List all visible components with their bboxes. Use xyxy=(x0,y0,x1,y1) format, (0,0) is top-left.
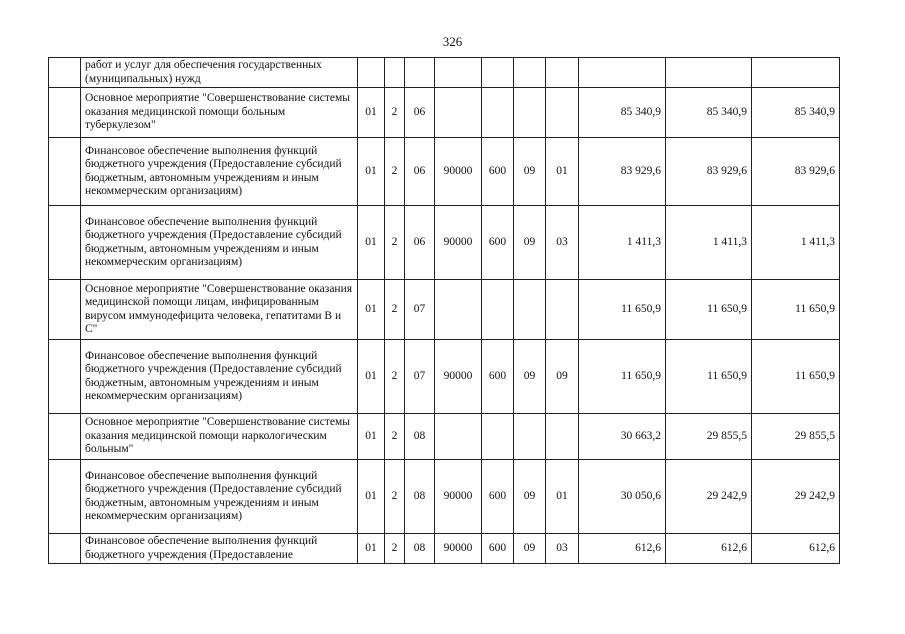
code-cell-c6 xyxy=(514,58,546,88)
code-cell-c1: 01 xyxy=(358,414,385,460)
code-cell-c5 xyxy=(482,414,514,460)
code-cell-c4 xyxy=(435,414,482,460)
amount-cell-a3: 612,6 xyxy=(752,534,840,564)
row-number-cell xyxy=(49,340,81,414)
code-cell-c2: 2 xyxy=(385,138,405,206)
amount-cell-a1: 83 929,6 xyxy=(579,138,666,206)
amount-cell-a3: 11 650,9 xyxy=(752,280,840,340)
code-cell-c6: 09 xyxy=(514,206,546,280)
amount-cell-a1 xyxy=(579,58,666,88)
code-cell-c1: 01 xyxy=(358,460,385,534)
code-cell-c5 xyxy=(482,88,514,138)
code-cell-c3: 08 xyxy=(405,534,435,564)
table-row xyxy=(49,138,840,206)
table-row xyxy=(49,280,840,340)
code-cell-c2: 2 xyxy=(385,206,405,280)
code-cell-c7: 01 xyxy=(546,460,579,534)
description-cell: Основное мероприятие "Совершенствование оказания медицинской помощи лицам, инфицированным вирусом иммунодефицита человека, гепатитами В и С" xyxy=(81,280,358,340)
code-cell-c3: 07 xyxy=(405,340,435,414)
code-cell-c1: 01 xyxy=(358,138,385,206)
code-cell-c6: 09 xyxy=(514,138,546,206)
row-number-cell xyxy=(49,138,81,206)
amount-cell-a3: 1 411,3 xyxy=(752,206,840,280)
table-body xyxy=(49,58,840,564)
code-cell-c6: 09 xyxy=(514,340,546,414)
code-cell-c2: 2 xyxy=(385,88,405,138)
code-cell-c7: 01 xyxy=(546,138,579,206)
amount-cell-a2: 11 650,9 xyxy=(666,340,752,414)
amount-cell-a3: 83 929,6 xyxy=(752,138,840,206)
code-cell-c4: 90000 xyxy=(435,138,482,206)
code-cell-c7 xyxy=(546,414,579,460)
table-row xyxy=(49,58,840,88)
amount-cell-a2: 85 340,9 xyxy=(666,88,752,138)
amount-cell-a1: 11 650,9 xyxy=(579,280,666,340)
code-cell-c3: 06 xyxy=(405,138,435,206)
code-cell-c1 xyxy=(358,58,385,88)
code-cell-c2: 2 xyxy=(385,340,405,414)
code-cell-c4 xyxy=(435,280,482,340)
code-cell-c5: 600 xyxy=(482,340,514,414)
code-cell-c7: 09 xyxy=(546,340,579,414)
code-cell-c2: 2 xyxy=(385,534,405,564)
code-cell-c6 xyxy=(514,88,546,138)
code-cell-c6 xyxy=(514,414,546,460)
code-cell-c3: 08 xyxy=(405,460,435,534)
row-number-cell xyxy=(49,58,81,88)
code-cell-c3: 06 xyxy=(405,206,435,280)
code-cell-c4 xyxy=(435,58,482,88)
amount-cell-a2: 11 650,9 xyxy=(666,280,752,340)
budget-table xyxy=(48,57,840,564)
description-cell: Финансовое обеспечение выполнения функций бюджетного учреждения (Предоставление субсидий бюджетным, автономным учреждениям и иным некоммерческим организациям) xyxy=(81,138,358,206)
amount-cell-a1: 30 663,2 xyxy=(579,414,666,460)
row-number-cell xyxy=(49,460,81,534)
code-cell-c4: 90000 xyxy=(435,206,482,280)
amount-cell-a2: 29 855,5 xyxy=(666,414,752,460)
code-cell-c3 xyxy=(405,58,435,88)
code-cell-c7 xyxy=(546,58,579,88)
code-cell-c5: 600 xyxy=(482,534,514,564)
amount-cell-a3 xyxy=(752,58,840,88)
row-number-cell xyxy=(49,206,81,280)
page-number: 326 xyxy=(442,34,463,49)
code-cell-c6: 09 xyxy=(514,460,546,534)
amount-cell-a2: 83 929,6 xyxy=(666,138,752,206)
description-cell: Основное мероприятие "Совершенствование системы оказания медицинской помощи больным туберкулезом" xyxy=(81,88,358,138)
description-cell: Основное мероприятие "Совершенствование системы оказания медицинской помощи наркологическим больным" xyxy=(81,414,358,460)
code-cell-c6: 09 xyxy=(514,534,546,564)
amount-cell-a2: 29 242,9 xyxy=(666,460,752,534)
code-cell-c7 xyxy=(546,280,579,340)
code-cell-c2: 2 xyxy=(385,280,405,340)
row-number-cell xyxy=(49,534,81,564)
description-cell: Финансовое обеспечение выполнения функций бюджетного учреждения (Предоставление xyxy=(81,534,358,564)
table-row xyxy=(49,534,840,564)
row-number-cell xyxy=(49,280,81,340)
table-row xyxy=(49,206,840,280)
description-cell: Финансовое обеспечение выполнения функций бюджетного учреждения (Предоставление субсидий бюджетным, автономным учреждениям и иным некоммерческим организациям) xyxy=(81,206,358,280)
code-cell-c5: 600 xyxy=(482,460,514,534)
code-cell-c2: 2 xyxy=(385,460,405,534)
description-cell: Финансовое обеспечение выполнения функций бюджетного учреждения (Предоставление субсидий бюджетным, автономным учреждениям и иным некоммерческим организациям) xyxy=(81,340,358,414)
code-cell-c7: 03 xyxy=(546,206,579,280)
code-cell-c5: 600 xyxy=(482,138,514,206)
code-cell-c4: 90000 xyxy=(435,534,482,564)
description-cell: работ и услуг для обеспечения государственных (муниципальных) нужд xyxy=(81,58,358,88)
amount-cell-a3: 85 340,9 xyxy=(752,88,840,138)
amount-cell-a1: 30 050,6 xyxy=(579,460,666,534)
code-cell-c1: 01 xyxy=(358,340,385,414)
code-cell-c1: 01 xyxy=(358,88,385,138)
code-cell-c5: 600 xyxy=(482,206,514,280)
code-cell-c2 xyxy=(385,58,405,88)
code-cell-c3: 07 xyxy=(405,280,435,340)
code-cell-c6 xyxy=(514,280,546,340)
code-cell-c4: 90000 xyxy=(435,460,482,534)
code-cell-c1: 01 xyxy=(358,206,385,280)
code-cell-c4: 90000 xyxy=(435,340,482,414)
table-row xyxy=(49,414,840,460)
amount-cell-a1: 85 340,9 xyxy=(579,88,666,138)
table-row xyxy=(49,460,840,534)
code-cell-c1: 01 xyxy=(358,280,385,340)
code-cell-c2: 2 xyxy=(385,414,405,460)
description-cell: Финансовое обеспечение выполнения функций бюджетного учреждения (Предоставление субсидий бюджетным, автономным учреждениям и иным некоммерческим организациям) xyxy=(81,460,358,534)
table-row xyxy=(49,88,840,138)
amount-cell-a3: 29 242,9 xyxy=(752,460,840,534)
table-row xyxy=(49,340,840,414)
code-cell-c7: 03 xyxy=(546,534,579,564)
row-number-cell xyxy=(49,88,81,138)
code-cell-c7 xyxy=(546,88,579,138)
code-cell-c5 xyxy=(482,280,514,340)
amount-cell-a1: 612,6 xyxy=(579,534,666,564)
code-cell-c3: 06 xyxy=(405,88,435,138)
amount-cell-a2: 1 411,3 xyxy=(666,206,752,280)
amount-cell-a3: 29 855,5 xyxy=(752,414,840,460)
amount-cell-a2: 612,6 xyxy=(666,534,752,564)
row-number-cell xyxy=(49,414,81,460)
code-cell-c3: 08 xyxy=(405,414,435,460)
code-cell-c4 xyxy=(435,88,482,138)
amount-cell-a1: 11 650,9 xyxy=(579,340,666,414)
amount-cell-a3: 11 650,9 xyxy=(752,340,840,414)
amount-cell-a1: 1 411,3 xyxy=(579,206,666,280)
code-cell-c1: 01 xyxy=(358,534,385,564)
code-cell-c5 xyxy=(482,58,514,88)
amount-cell-a2 xyxy=(666,58,752,88)
